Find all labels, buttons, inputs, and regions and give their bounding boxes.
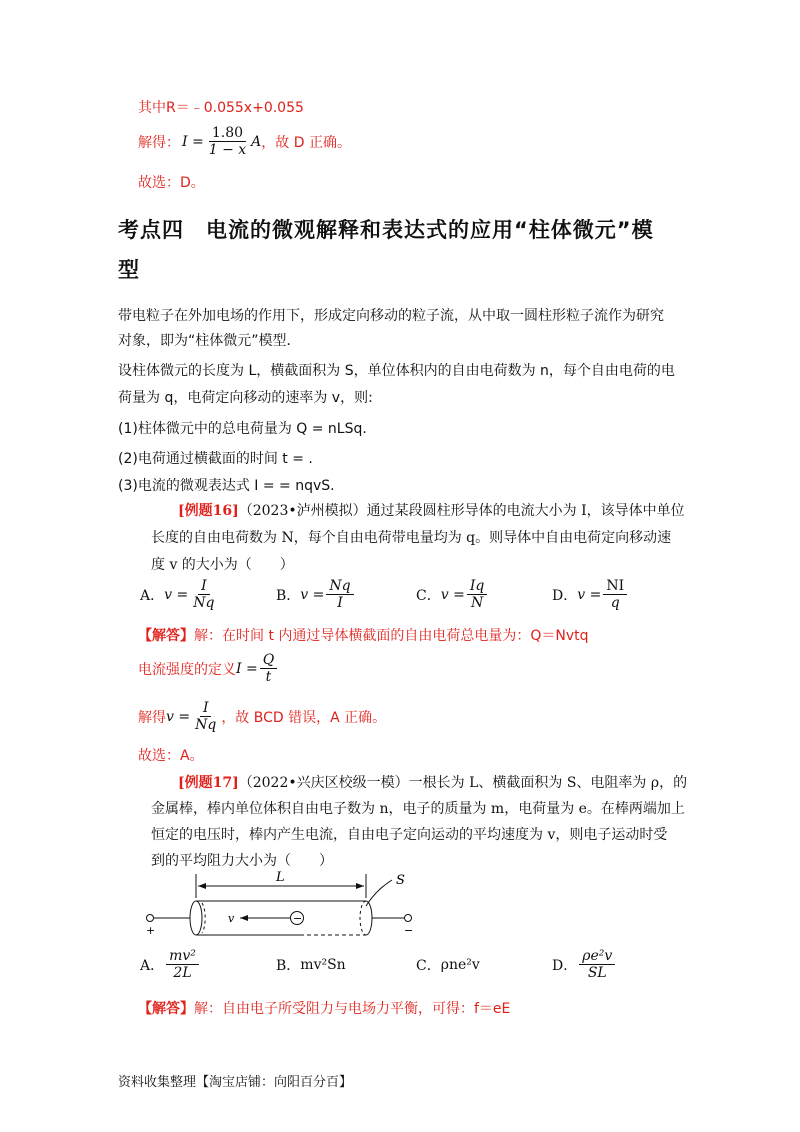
intro-line: 荷量为 q，电荷定向移动的速率为 v，则: [118, 390, 373, 406]
solution-tail: ，故 D 正确。 [261, 134, 351, 151]
option-text: ρne²v [440, 956, 480, 973]
option-fraction [166, 948, 199, 981]
definition-label: 电流强度的定义 [138, 661, 236, 678]
solution-lhs: v = [166, 708, 191, 725]
answer-choice: 故选：A。 [138, 748, 204, 764]
example-tag: [例题17] [178, 775, 239, 791]
solution-label: 解得 [138, 709, 166, 726]
option-label: C． [416, 587, 441, 604]
fraction-denominator: q [610, 595, 620, 612]
option-fraction [190, 578, 217, 611]
example-16-line [178, 500, 685, 520]
fraction-numerator: 1.80 [209, 125, 246, 142]
answer-choice: 故选：D。 [138, 175, 205, 191]
fraction-denominator: 1 − x [208, 142, 247, 159]
fraction-denominator: t [265, 669, 272, 686]
option-label: C． [416, 957, 441, 974]
fraction-numerator: Nq [326, 578, 353, 595]
example-16-line: 度 v 的大小为（ ） [151, 557, 294, 573]
example-tag: [例题16] [178, 503, 239, 519]
area-leader [366, 880, 392, 906]
option-lhs: v = [300, 586, 325, 603]
option-label: D． [552, 587, 578, 604]
option-label: A． [140, 587, 165, 604]
example-16-options [140, 578, 672, 611]
example-17-options [140, 948, 672, 981]
option-c[interactable] [416, 955, 552, 975]
section-heading: 考点四 电流的微观解释和表达式的应用“柱体微元”模 [118, 218, 654, 242]
terminal-right-icon [405, 915, 412, 922]
option-c[interactable] [416, 578, 552, 611]
example-text: （2023•泸州模拟）通过某段圆柱形导体的电流大小为 I，该导体中单位 [238, 503, 685, 519]
example-17-line: 到的平均阻力大小为（ ） [151, 853, 333, 869]
example-17-line: 恒定的电压时，棒内产生电流，自由电子定向运动的平均速度为 v，则电子运动时受 [151, 827, 668, 843]
answer-text: 解：在时间 t 内通过导体横截面的自由电荷总电量为：Q＝Nvtq [194, 628, 589, 644]
solution-lhs: I = [182, 133, 204, 150]
definition-line [138, 652, 279, 685]
cylinder-left-face [190, 901, 202, 935]
option-label: B． [276, 957, 301, 974]
option-fraction [467, 578, 488, 611]
definition-fraction [260, 652, 277, 685]
intro-line: 带电粒子在外加电场的作用下，形成定向移动的粒子流，从中取一圆柱形粒子流作为研究 [118, 308, 664, 324]
solution-fraction [206, 125, 249, 158]
fraction-numerator: mv² [166, 948, 199, 965]
solution-unit: A [251, 133, 262, 150]
cylinder-right-face-hidden [360, 901, 366, 935]
intro-line: 对象，即为“柱体微元”模型． [118, 333, 301, 349]
example-16-line: 长度的自由电荷数为 N，每个自由电荷带电量均为 q。则导体中自由电荷定向移动速 [151, 530, 672, 546]
fraction-numerator: I [200, 700, 212, 717]
example-text: （2022•兴庆区校级一模）一根长为 L、横截面积为 S、电阻率为 ρ，的 [238, 775, 688, 791]
fraction-denominator: Nq [195, 717, 217, 734]
formula-line: 其中R＝﹣0.055x+0.055 [138, 100, 304, 116]
option-fraction [603, 578, 627, 611]
plus-label: + [146, 924, 156, 937]
solution-line [138, 125, 351, 158]
conductor-diagram [140, 868, 430, 940]
section-heading-cont: 型 [118, 258, 140, 282]
fraction-numerator: I [198, 578, 210, 595]
option-label: A． [140, 957, 165, 974]
intro-item: (1)柱体微元中的总电荷量为 Q = nLSq. [118, 421, 367, 437]
option-lhs: v = [577, 586, 602, 603]
footer-text: 资料收集整理【淘宝店铺：向阳百分百】 [118, 1075, 353, 1090]
option-a[interactable] [140, 948, 276, 981]
intro-item: (2)电荷通过横截面的时间 t = . [118, 451, 313, 467]
fraction-denominator: 2L [173, 965, 192, 982]
cylinder-right-face [366, 901, 372, 935]
option-d[interactable] [552, 948, 672, 981]
arrowhead-left-icon [198, 883, 206, 889]
fraction-denominator: I [337, 595, 343, 612]
velocity-label: v [228, 912, 235, 925]
solution-label: 解得： [138, 134, 180, 151]
intro-line: 设柱体微元的长度为 L，横截面积为 S，单位体积内的自由电荷数为 n，每个自由电荷的电 [118, 363, 675, 379]
area-label: S [396, 873, 405, 888]
solution-tail: ，故 BCD 错误，A 正确。 [221, 709, 387, 726]
option-label: D． [552, 957, 578, 974]
answer-line [138, 625, 589, 645]
electron-charge-label: − [293, 912, 303, 925]
option-lhs: v = [440, 586, 465, 603]
minus-label: − [404, 924, 414, 937]
definition-lhs: I = [236, 660, 258, 677]
answer-tag: 【解答】 [138, 628, 194, 644]
intro-item: (3)电流的微观表达式 I = = nqvS. [118, 478, 335, 494]
answer-text: 解：自由电子所受阻力与电场力平衡，可得：f＝eE [194, 1001, 511, 1017]
option-fraction [579, 948, 615, 981]
arrowhead-right-icon [356, 883, 364, 889]
option-a[interactable] [140, 578, 276, 611]
length-label: L [276, 870, 285, 885]
terminal-left-icon [147, 915, 154, 922]
example-17-line [178, 772, 687, 792]
option-b[interactable] [276, 578, 416, 611]
solution-line [138, 700, 386, 733]
fraction-denominator: SL [587, 965, 607, 982]
option-b[interactable] [276, 955, 416, 975]
velocity-arrowhead-icon [240, 915, 248, 921]
fraction-denominator: Nq [193, 595, 215, 612]
answer-tag: 【解答】 [138, 1001, 194, 1017]
fraction-denominator: N [470, 595, 484, 612]
option-label: B． [276, 587, 301, 604]
option-lhs: v = [164, 586, 189, 603]
fraction-numerator: ρe²v [579, 948, 615, 965]
solution-fraction [192, 700, 219, 733]
answer-line [138, 998, 510, 1018]
option-fraction [326, 578, 353, 611]
example-17-line: 金属棒，棒内单位体积自由电子数为 n，电子的质量为 m，电荷量为 e。在棒两端加上 [151, 801, 685, 817]
fraction-numerator: Iq [467, 578, 488, 595]
fraction-numerator: Q [260, 652, 277, 669]
option-d[interactable] [552, 578, 672, 611]
option-text: mv²Sn [300, 956, 346, 973]
fraction-numerator: NI [603, 578, 627, 595]
